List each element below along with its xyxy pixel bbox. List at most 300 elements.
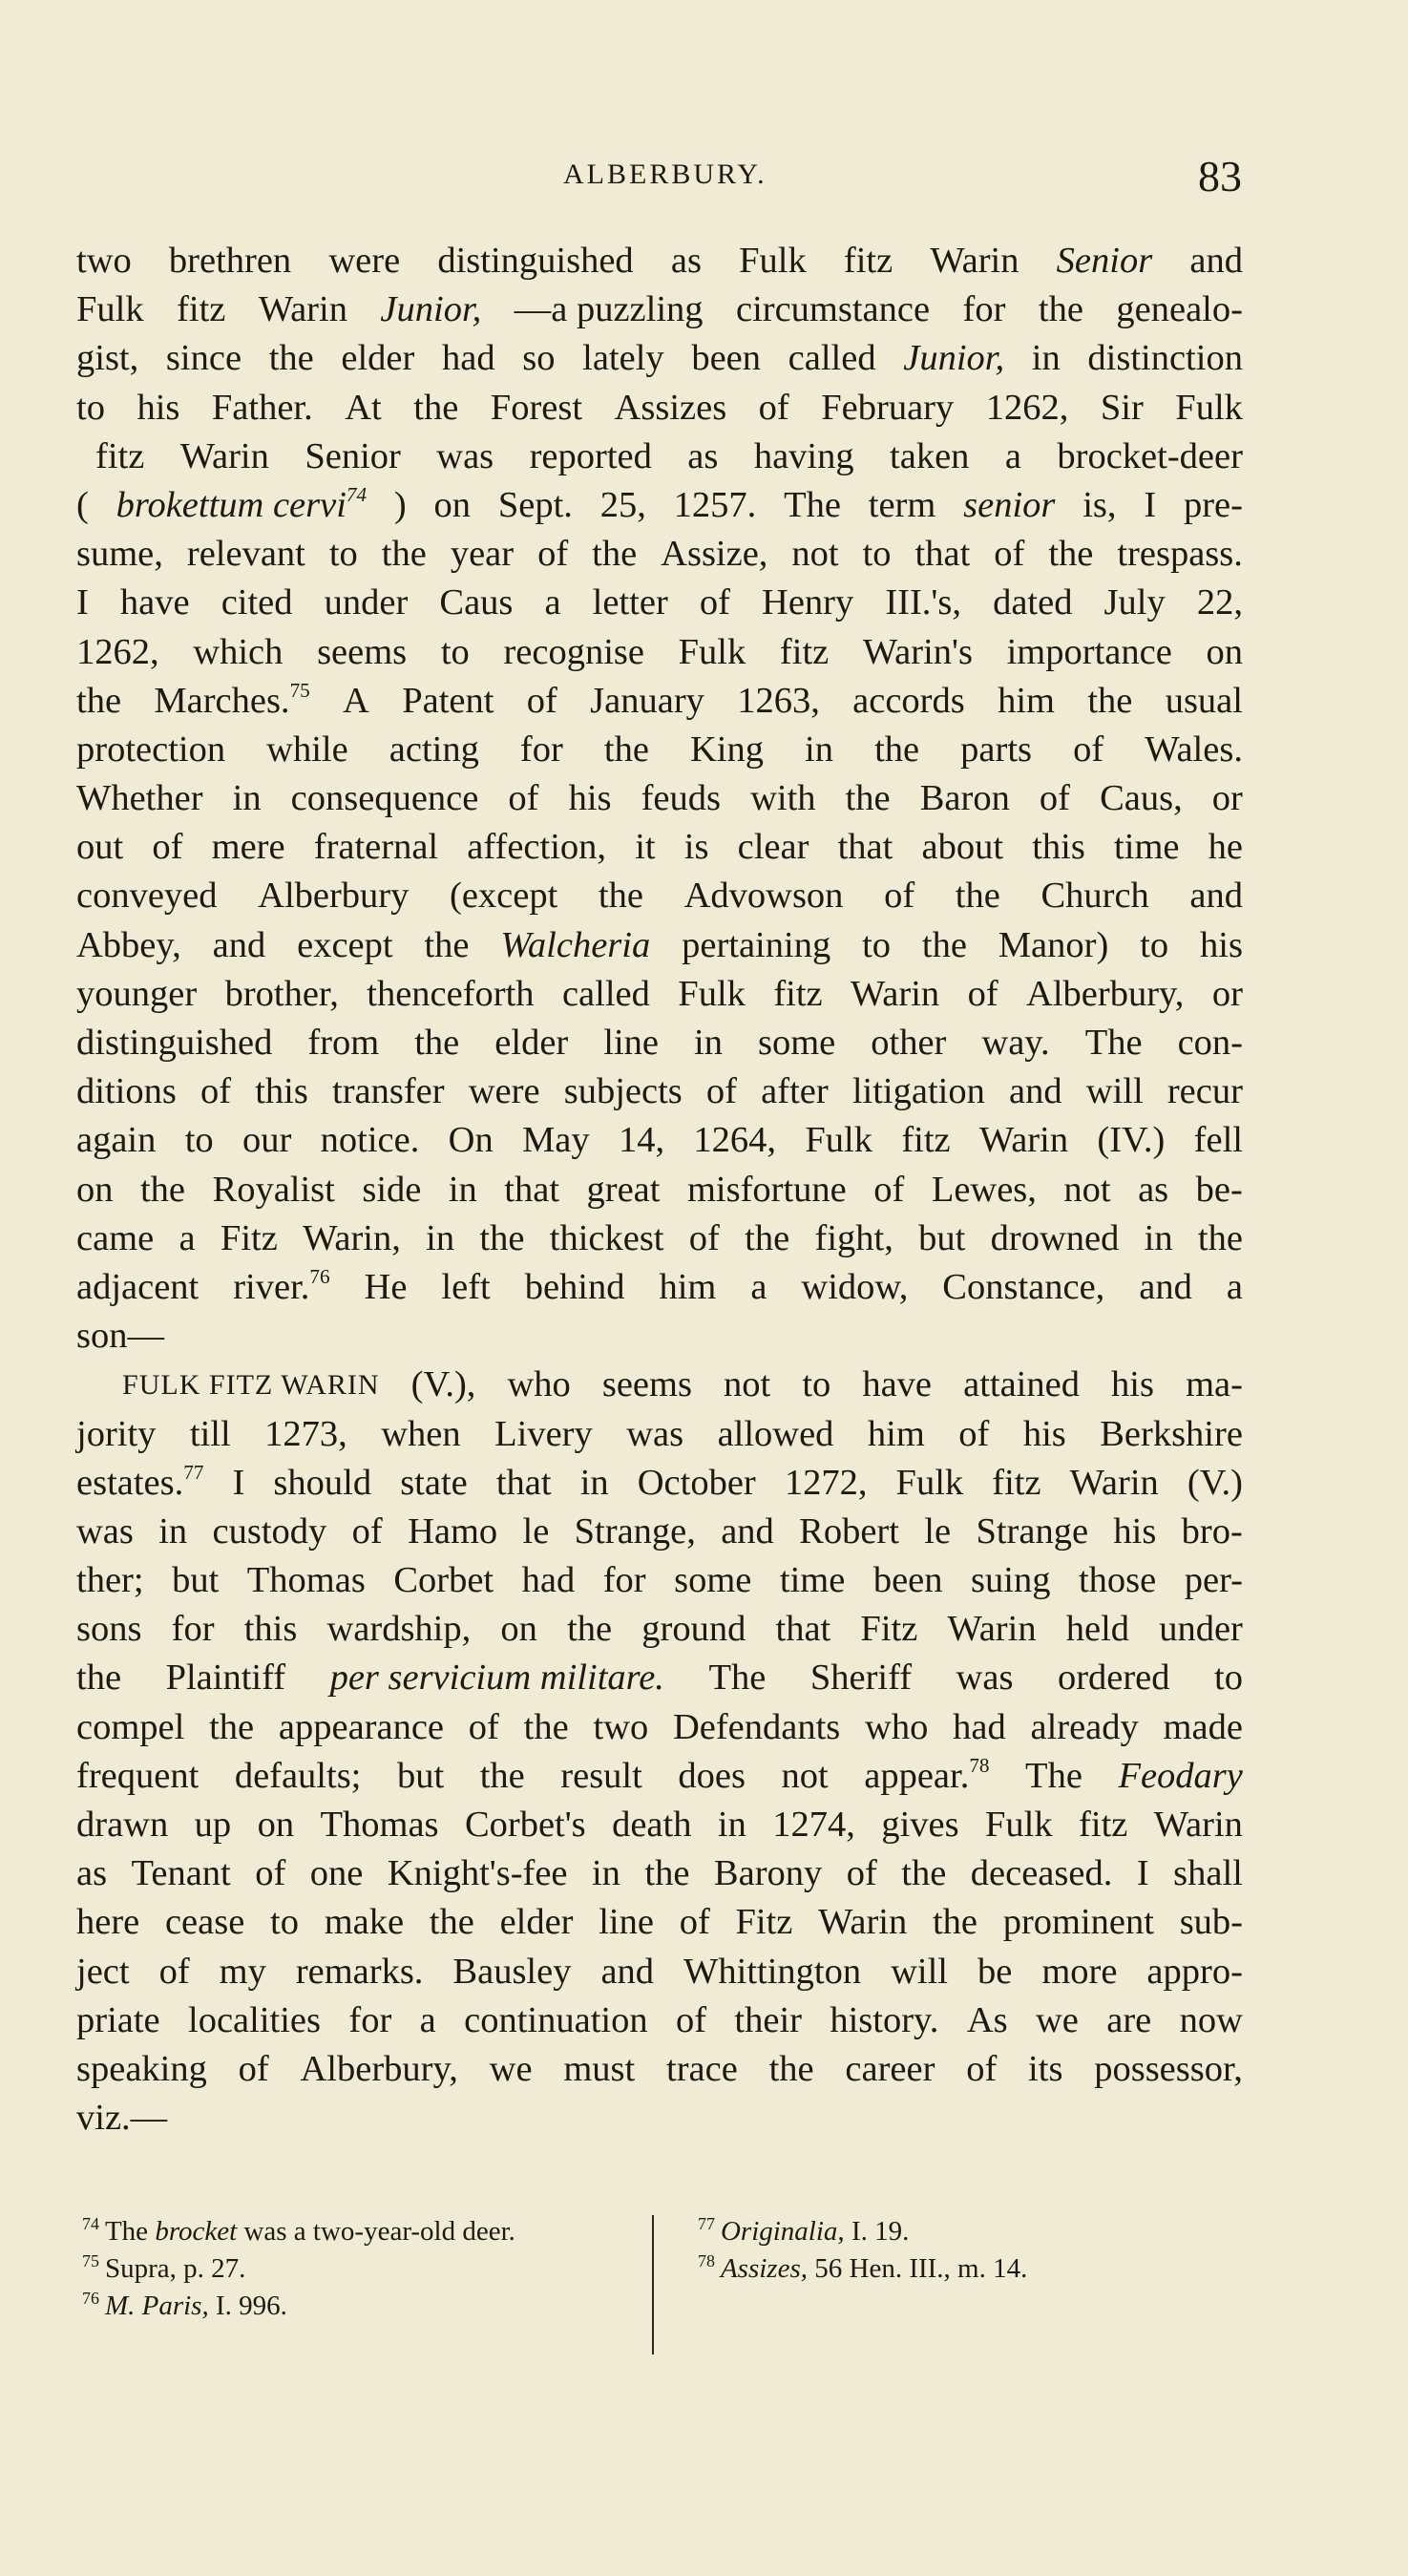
word: Wales. — [1145, 728, 1243, 770]
word: to — [802, 1364, 831, 1405]
word: recur — [1166, 1071, 1243, 1112]
word: that — [504, 1169, 560, 1210]
word: May — [522, 1120, 590, 1161]
word: great — [586, 1169, 661, 1210]
word: Advowson — [683, 876, 844, 917]
word: to — [862, 534, 892, 575]
word: Church — [1040, 876, 1149, 917]
word: (IV.) — [1097, 1120, 1166, 1161]
word: in — [232, 778, 262, 819]
word: shall — [1173, 1853, 1243, 1894]
word: sume, — [76, 534, 163, 575]
word: Assize, — [661, 534, 768, 575]
word: brethren — [168, 241, 292, 281]
word: of — [966, 2048, 998, 2089]
word: 1273, — [264, 1413, 347, 1454]
word: deceased. — [970, 1853, 1113, 1894]
word: his — [1113, 1510, 1157, 1552]
word: we — [489, 2048, 533, 2089]
text-line — [76, 237, 1243, 285]
word: Father. — [211, 387, 313, 428]
word: On — [448, 1120, 494, 1161]
word: the — [268, 338, 314, 379]
word: 22, — [1196, 582, 1243, 623]
word: bro- — [1181, 1510, 1243, 1552]
word: term — [868, 484, 936, 525]
word: called — [561, 973, 650, 1014]
word: the — [1087, 680, 1133, 721]
word: the — [932, 1902, 977, 1943]
word: fitz — [95, 435, 145, 476]
word: career — [845, 2048, 935, 2089]
word: of — [679, 1902, 710, 1943]
word: Warin — [818, 1902, 908, 1943]
word: on — [500, 1609, 537, 1650]
word: of — [200, 1071, 232, 1112]
text-line — [76, 1410, 1243, 1459]
word: his — [137, 387, 180, 428]
word: his — [1022, 1413, 1066, 1454]
word: trespass. — [1117, 534, 1243, 575]
word: for — [962, 289, 1006, 330]
word: him — [998, 680, 1055, 721]
word: to — [1140, 924, 1169, 965]
word: Senior — [1056, 241, 1153, 281]
word: Livery — [494, 1413, 593, 1454]
word: had — [442, 338, 495, 379]
word: had — [953, 1706, 1006, 1747]
word: ject — [76, 1951, 130, 1992]
word: seems — [317, 631, 408, 672]
text-line — [76, 1312, 1243, 1361]
word: in — [591, 1853, 620, 1894]
word: of — [152, 827, 183, 868]
word: elder — [494, 1023, 569, 1063]
text-line — [76, 1361, 1243, 1409]
word: the — [598, 876, 643, 917]
word: the — [921, 924, 967, 965]
word: had — [521, 1560, 576, 1601]
word: in — [1031, 338, 1061, 379]
word: some — [674, 1560, 752, 1601]
text-line — [76, 1019, 1243, 1067]
word: thickest — [549, 1217, 664, 1258]
word: of — [1073, 728, 1104, 770]
word: At — [345, 387, 382, 428]
word: Fulk — [76, 289, 144, 330]
word: Alberbury, — [1026, 973, 1185, 1014]
word: must — [563, 2048, 636, 2089]
word: here — [76, 1902, 140, 1943]
word: Strange, — [574, 1510, 696, 1552]
word: as — [670, 241, 702, 281]
word: behind — [524, 1266, 625, 1307]
word: the — [1048, 534, 1094, 575]
word: le — [924, 1510, 952, 1552]
word: Warin's — [862, 631, 973, 672]
word: transfer — [332, 1071, 445, 1112]
word: time — [779, 1560, 846, 1601]
word: which — [193, 631, 284, 672]
word: drowned — [990, 1217, 1120, 1258]
word: estates.$^{77}$ — [76, 1460, 204, 1503]
word: speaking — [76, 2048, 207, 2089]
word: the — [429, 1902, 474, 1943]
word: ( — [76, 484, 89, 525]
word: Alberbury, — [300, 2048, 458, 2089]
word: was — [76, 1510, 134, 1552]
word: from — [307, 1023, 380, 1063]
word: FULK FITZ WARIN — [122, 1369, 380, 1402]
word: the — [1197, 1217, 1243, 1258]
word: Sir — [1100, 387, 1144, 428]
footnotes-right-column — [698, 2213, 1290, 2288]
word: two — [593, 1706, 649, 1747]
word: possessor, — [1094, 2048, 1243, 2089]
word: the — [603, 728, 649, 770]
word: fitz — [843, 241, 893, 281]
footnote-ref: 75 — [289, 678, 310, 702]
text-line — [76, 1849, 1243, 1898]
word: result — [560, 1755, 642, 1796]
word: Thomas — [246, 1560, 366, 1601]
text-line — [76, 970, 1243, 1019]
word: to — [1214, 1658, 1243, 1699]
word: I — [1136, 1853, 1149, 1894]
word: line — [603, 1023, 659, 1063]
word: the — [424, 924, 470, 965]
word: 1272, — [784, 1462, 868, 1503]
word: fitz — [901, 1120, 951, 1161]
word: Marches.$^{75}$ — [154, 678, 310, 721]
word: of — [158, 1951, 190, 1992]
footnotes — [82, 2213, 1285, 2356]
word: the — [479, 1755, 525, 1796]
word: fraternal — [313, 827, 439, 868]
word: of — [688, 1217, 720, 1258]
word: in — [1144, 1217, 1173, 1258]
word: the — [567, 1609, 613, 1650]
word: were — [468, 1071, 540, 1112]
word: that — [495, 1462, 552, 1503]
word: are — [1106, 1999, 1152, 2040]
word: appear.$^{78}$ — [864, 1753, 990, 1796]
word: was — [626, 1413, 684, 1454]
word: about — [921, 827, 1004, 868]
word: Fulk — [739, 241, 807, 281]
word: —a puzzling — [514, 289, 704, 330]
word: their — [734, 1999, 802, 2040]
text-line — [76, 1605, 1243, 1654]
word: state — [400, 1462, 468, 1503]
word: 1274, — [772, 1805, 855, 1845]
word: river.$^{76}$ — [233, 1265, 330, 1307]
word: and — [1189, 241, 1243, 281]
word: per- — [1184, 1560, 1243, 1601]
word: appearance — [278, 1706, 445, 1747]
word: 1263, — [737, 680, 820, 721]
text-line — [76, 1801, 1243, 1849]
word: and — [1009, 1071, 1062, 1112]
text-line — [76, 530, 1243, 579]
text-line — [76, 2045, 1243, 2094]
word: should — [273, 1462, 372, 1503]
text-line — [76, 1116, 1243, 1165]
word: does — [678, 1755, 746, 1796]
word: Lewes, — [931, 1169, 1037, 1210]
running-head — [0, 151, 1408, 208]
text-line — [76, 1166, 1243, 1214]
word: cease — [164, 1902, 245, 1943]
word: the — [139, 1169, 186, 1210]
word: or — [1211, 973, 1243, 1014]
word: I — [76, 582, 89, 623]
footnote-number: 77 — [698, 2214, 715, 2234]
word: as — [687, 435, 719, 476]
word: Bausley — [452, 1951, 572, 1992]
word: our — [242, 1120, 292, 1161]
word: held — [1065, 1609, 1130, 1650]
text-line — [76, 1508, 1243, 1556]
word: were — [328, 241, 401, 281]
word: been — [872, 1560, 943, 1601]
word: The — [1084, 1023, 1143, 1063]
word: appro- — [1146, 1951, 1243, 1992]
text-line — [76, 1898, 1243, 1947]
word: who — [507, 1364, 571, 1405]
word: Abbey, — [76, 924, 181, 965]
word: in — [426, 1217, 455, 1258]
word: and — [600, 1951, 655, 1992]
word: will — [1085, 1071, 1144, 1112]
text-line — [76, 384, 1243, 433]
word: was — [436, 435, 494, 476]
word: and — [1189, 876, 1243, 917]
word: He — [364, 1266, 408, 1307]
word: 1257. — [673, 484, 757, 525]
word: usual — [1165, 680, 1243, 721]
footnote-text: I. 996. — [208, 2291, 287, 2321]
word: subjects — [563, 1071, 683, 1112]
word: in — [717, 1805, 746, 1845]
word: Manor) — [998, 924, 1109, 965]
word: Thomas — [320, 1805, 439, 1845]
word: Caus, — [1100, 778, 1183, 819]
word: of — [526, 680, 557, 721]
word: ) — [393, 484, 407, 525]
text-line — [76, 677, 1243, 726]
word: of — [537, 534, 569, 575]
word: prominent — [1002, 1902, 1154, 1943]
word: made — [1163, 1706, 1243, 1747]
word: Strange — [976, 1510, 1089, 1552]
word: was — [956, 1658, 1014, 1699]
text-line — [76, 1996, 1243, 2045]
word: now — [1179, 1999, 1243, 2040]
word: to — [440, 631, 470, 672]
word: for — [171, 1609, 215, 1650]
word: Junior, — [903, 338, 1005, 379]
footnote-ref: 77 — [183, 1460, 204, 1484]
word: Barony — [713, 1853, 823, 1894]
word: October — [637, 1462, 756, 1503]
word: this — [243, 1609, 298, 1650]
word: (V.), — [410, 1364, 476, 1405]
word: genealo- — [1116, 289, 1243, 330]
word: the — [768, 2048, 814, 2089]
word: with — [750, 778, 816, 819]
word: reported — [529, 435, 652, 476]
text-line — [76, 579, 1243, 627]
word: protection — [76, 728, 226, 770]
word: except — [297, 924, 393, 965]
word: King — [689, 728, 764, 770]
word: Defendants — [672, 1706, 841, 1747]
word: Walcheria — [500, 924, 651, 965]
word: a — [1004, 435, 1021, 476]
word: Constance, — [942, 1266, 1105, 1307]
word: mere — [211, 827, 285, 868]
word: Fulk — [805, 1120, 872, 1161]
word: con- — [1177, 1023, 1243, 1063]
footnote-text: Assizes, — [720, 2253, 809, 2284]
word: fell — [1193, 1120, 1243, 1161]
word: on — [76, 1169, 114, 1210]
word: more — [1041, 1951, 1118, 1992]
footnote-text: 56 Hen. III., m. 14. — [808, 2253, 1028, 2284]
word: in — [158, 1510, 188, 1552]
text-line — [76, 726, 1243, 774]
word: time — [1114, 827, 1180, 868]
word: Warin — [947, 1609, 1037, 1650]
word: Knight's-fee — [387, 1853, 568, 1894]
word: (except — [450, 876, 558, 917]
word: The — [784, 484, 841, 525]
word: the — [414, 1023, 460, 1063]
footnote-text: I. 19. — [844, 2216, 910, 2247]
text-line — [76, 823, 1243, 872]
word: of — [958, 1413, 990, 1454]
word: so — [522, 338, 556, 379]
word: I — [1144, 484, 1157, 525]
word: and — [212, 924, 266, 965]
word: attained — [963, 1364, 1080, 1405]
word: sons — [76, 1609, 142, 1650]
word: of — [1039, 778, 1070, 819]
word: fight, — [814, 1217, 893, 1258]
word: fitz — [992, 1462, 1041, 1503]
footnote-ref: 76 — [309, 1265, 330, 1289]
word: of — [255, 1853, 286, 1894]
word: gist, — [76, 338, 139, 379]
word: drawn — [76, 1805, 169, 1845]
word: accords — [852, 680, 965, 721]
word: his — [568, 778, 612, 819]
word: wardship, — [326, 1609, 472, 1650]
word: conveyed — [76, 876, 218, 917]
word: Warin — [179, 435, 269, 476]
text-line — [76, 433, 1243, 481]
word: adjacent — [76, 1266, 200, 1307]
word: As — [966, 1999, 1008, 2040]
word: of — [508, 778, 539, 819]
word: Whittington — [683, 1951, 862, 1992]
word: have — [119, 582, 190, 623]
word: his — [1200, 924, 1243, 965]
word: that — [775, 1609, 831, 1650]
word: jority — [76, 1413, 157, 1454]
word: I — [232, 1462, 245, 1503]
word: the — [76, 680, 122, 721]
word: Warin — [258, 289, 347, 330]
footnote-text: The — [104, 2216, 156, 2247]
word: as — [1138, 1169, 1169, 1210]
word: the — [76, 1658, 122, 1699]
word: acting — [389, 728, 479, 770]
footnote-number: 75 — [82, 2251, 99, 2271]
word: after — [761, 1071, 829, 1112]
word: Fitz — [220, 1217, 278, 1258]
word: 1264, — [693, 1120, 777, 1161]
word: death — [612, 1805, 692, 1845]
word: compel — [76, 1706, 185, 1747]
word: ordered — [1057, 1658, 1170, 1699]
word: thenceforth — [367, 973, 535, 1014]
word: Fulk — [678, 973, 746, 1014]
body-text — [76, 237, 1243, 2143]
word: it — [635, 827, 656, 868]
footnote — [698, 2250, 1290, 2288]
word: 1262, — [76, 631, 159, 672]
word: (V.) — [1187, 1462, 1243, 1503]
word: the — [955, 876, 1000, 917]
word: way. — [981, 1023, 1050, 1063]
text-line — [76, 1459, 1243, 1508]
text-line — [76, 628, 1243, 677]
word: the — [874, 728, 920, 770]
word: the — [901, 1853, 947, 1894]
word: Fitz — [860, 1609, 918, 1650]
word: but — [396, 1755, 445, 1796]
word: cited — [221, 582, 293, 623]
word: distinction — [1087, 338, 1243, 379]
word: to — [76, 387, 105, 428]
word: Tenant — [131, 1853, 231, 1894]
word: 1262, — [985, 387, 1069, 428]
word: since — [165, 338, 242, 379]
word: in — [805, 728, 833, 770]
word: under — [324, 582, 409, 623]
word: two — [76, 241, 132, 281]
word: of — [873, 1169, 905, 1210]
word: the — [1038, 289, 1083, 330]
word: per servicium militare. — [329, 1658, 664, 1699]
word: younger — [76, 973, 198, 1014]
word: litigation — [851, 1071, 985, 1112]
word: up — [194, 1805, 232, 1845]
word: fitz — [773, 973, 823, 1014]
word: consequence — [290, 778, 479, 819]
word: under — [1159, 1609, 1243, 1650]
word: the — [413, 387, 459, 428]
word: relevant — [186, 534, 305, 575]
word: other — [871, 1023, 947, 1063]
text-line — [76, 921, 1243, 970]
word: line — [599, 1902, 654, 1943]
word: be- — [1195, 1169, 1243, 1210]
word: Hamo — [408, 1510, 498, 1552]
footnote-ref: 78 — [969, 1753, 990, 1777]
